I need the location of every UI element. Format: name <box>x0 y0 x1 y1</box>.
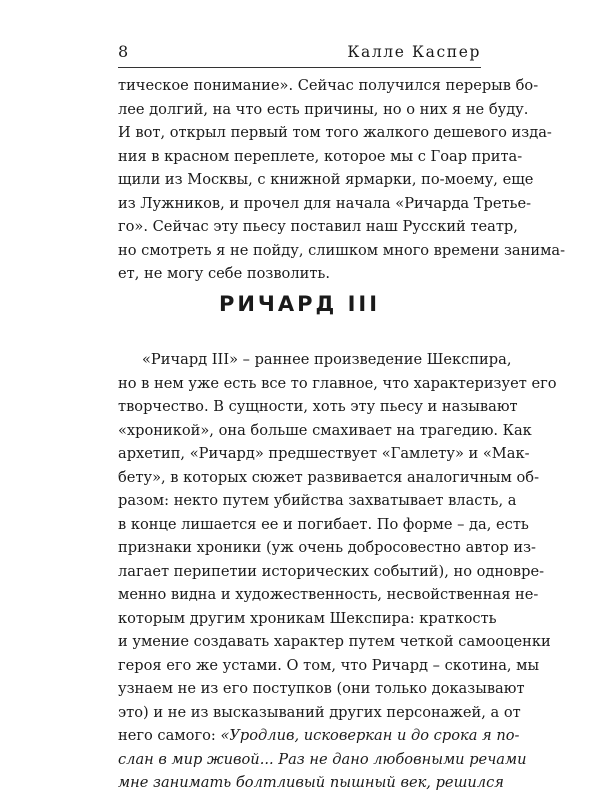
text-line: ния в красном переплете, которое мы с Гоар прита- <box>118 147 523 165</box>
text-line: признаки хроники (уж очень добросовестно автор из- <box>118 539 536 556</box>
quote-text: «Уродлив, исковеркан и до срока я по- <box>220 727 520 744</box>
intro-paragraph <box>118 74 566 286</box>
text-line: лее долгий, на что есть причины, но о них я не буду. <box>118 100 529 118</box>
quote-lead-in: него самого: <box>118 727 221 744</box>
text-line: «Ричард III» – раннее произведение Шекспира, <box>142 351 512 368</box>
text-line: разом: некто путем убийства захватывает власть, а <box>118 492 517 509</box>
text-line: тическое понимание». Сейчас получился перерыв бо- <box>118 77 539 94</box>
text-line: это) и не из высказываний других персонажей, а от <box>118 703 521 721</box>
text-line: которым другим хроникам Шекспира: краткость <box>118 609 497 627</box>
header-rule <box>118 67 481 68</box>
chapter-paragraph <box>118 348 557 795</box>
page-header <box>118 42 481 64</box>
text-line: узнаем не из его поступков (они только доказывают <box>118 680 525 697</box>
text-line: героя его же устами. О том, что Ричард – скотина, мы <box>118 656 540 674</box>
text-line: И вот, открыл первый том того жалкого дешевого изда- <box>118 124 552 141</box>
text-line: в конце лишается ее и погибает. По форме – да, есть <box>118 515 529 533</box>
text-line: архетип, «Ричард» предшествует «Гамлету» и «Мак- <box>118 445 530 462</box>
text-line: щили из Москвы, с книжной ярмарки, по-моему, еще <box>118 171 534 188</box>
text-line: лагает перипетии исторических событий), но одновре- <box>118 562 545 580</box>
text-line: «хроникой», она больше смахивает на трагедию. Как <box>118 421 532 439</box>
text-line: го». Сейчас эту пьесу поставил наш Русский театр, <box>118 218 518 235</box>
chapter-title: РИЧАРД III <box>218 292 381 316</box>
page-number: 8 <box>118 42 129 61</box>
text-line: но смотреть я не пойду, слишком много времени занима- <box>118 241 566 259</box>
text-line: но в нем уже есть все то главное, что характеризует его <box>118 374 557 392</box>
text-line: творчество. В сущности, хоть эту пьесу и называют <box>118 398 518 415</box>
text-line: и умение создавать характер путем четкой самооценки <box>118 633 551 650</box>
text-line-with-quote <box>118 724 520 748</box>
text-line: ет, не могу себе позволить. <box>118 265 331 282</box>
text-line: менно видна и художественность, несвойственная не- <box>118 586 539 603</box>
text-line: бету», в которых сюжет развивается аналогичным об- <box>118 468 540 486</box>
running-head-author: Калле Каспер <box>347 43 481 61</box>
quote-line: мне занимать болтливый пышный век, решился <box>118 774 504 791</box>
text-line: из Лужников, и прочел для начала «Ричарда Третье- <box>118 194 532 212</box>
quote-line: слан в мир живой... Раз не дано любовными речами <box>118 750 527 768</box>
